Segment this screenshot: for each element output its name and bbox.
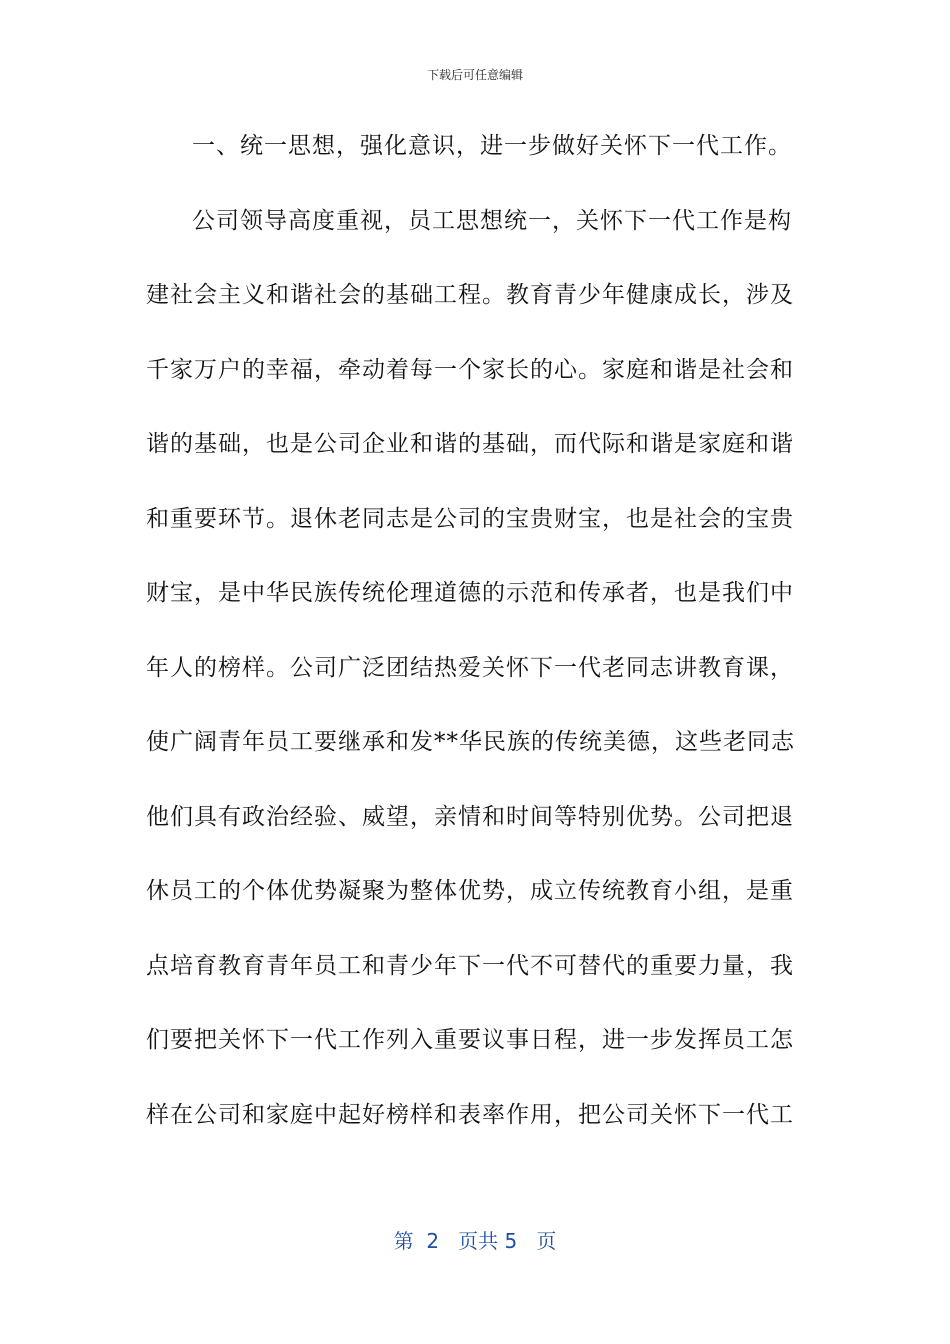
- page-footer: [0, 1225, 950, 1254]
- page-total-label: 页共: [458, 1229, 499, 1253]
- document-body: [146, 124, 795, 1167]
- heading-line: 一、统一思想，强化意识，进一步做好关怀下一代工作。: [192, 133, 792, 159]
- page-header: 下载后可任意编辑: [426, 68, 523, 82]
- paragraph-line: 年人的榜样。公司广泛团结热爱关怀下一代老同志讲教育课，: [146, 654, 794, 681]
- paragraph-line: 们要把关怀下一代工作列入重要议事日程，进一步发挥员工怎: [146, 1027, 794, 1053]
- paragraph-line: 财宝，是中华民族传统伦理道德的示范和传承者，也是我们中: [146, 580, 794, 606]
- paragraph-line: 使广阔青年员工要继承和发**华民族的传统美德，这些老同志: [146, 729, 795, 755]
- page-label: 第: [393, 1229, 414, 1253]
- paragraph-line: 他们具有政治经验、威望，亲情和时间等特别优势。公司把退: [146, 803, 794, 830]
- paragraph-line: 谐的基础，也是公司企业和谐的基础，而代际和谐是家庭和谐: [146, 431, 794, 457]
- paragraph-line: 点培育教育青年员工和青少年下一代不可替代的重要力量，我: [146, 952, 794, 979]
- paragraph-line: 样在公司和家庭中起好榜样和表率作用，把公司关怀下一代工: [146, 1101, 794, 1128]
- paragraph-line: 公司领导高度重视，员工思想统一，关怀下一代工作是构: [192, 207, 792, 234]
- paragraph-line: 千家万户的幸福，牵动着每一个家长的心。家庭和谐是社会和: [146, 356, 794, 383]
- paragraph-line: 休员工的个体优势凝聚为整体优势，成立传统教育小组，是重: [146, 878, 794, 904]
- paragraph-line: 建社会主义和谐社会的基础工程。教育青少年健康成长，涉及: [146, 282, 794, 308]
- page-end-label: 页: [536, 1229, 557, 1253]
- total-pages-number: 5: [504, 1229, 518, 1253]
- current-page-number: 2: [426, 1229, 440, 1253]
- paragraph-line: 和重要环节。退休老同志是公司的宝贵财宝，也是社会的宝贵: [146, 505, 794, 532]
